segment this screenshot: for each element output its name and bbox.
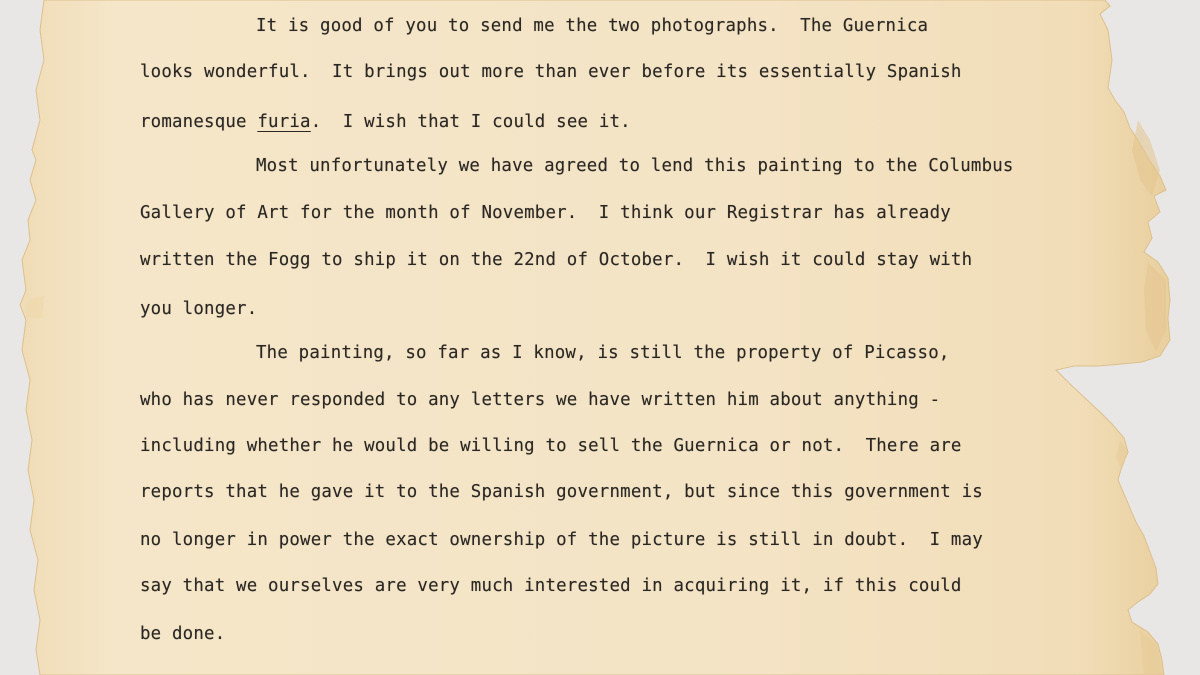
letter-line: say that we ourselves are very much interested in acquiring it, if this could bbox=[140, 576, 962, 596]
letter-line: including whether he would be willing to sell the Guernica or not. There are bbox=[140, 436, 962, 456]
letter-line: The painting, so far as I know, is still the property of Picasso, bbox=[256, 343, 950, 363]
underlined-word: furia bbox=[257, 112, 311, 132]
letter-line: be done. bbox=[140, 624, 226, 644]
letter-line: looks wonderful. It brings out more than ever before its essentially Spanish bbox=[140, 62, 962, 82]
letter-line: no longer in power the exact ownership of the picture is still in doubt. I may bbox=[140, 530, 983, 550]
letter-line: you longer. bbox=[140, 299, 258, 319]
letter-line-segment: . I wish that I could see it. bbox=[310, 112, 631, 132]
letter-line: Most unfortunately we have agreed to lend this painting to the Columbus bbox=[256, 156, 1014, 176]
letter-line bbox=[140, 114, 631, 131]
letter-line: It is good of you to send me the two photographs. The Guernica bbox=[256, 16, 929, 36]
letter-line-segment: romanesque bbox=[140, 112, 258, 132]
letter-line: Gallery of Art for the month of November. I think our Registrar has already bbox=[140, 203, 951, 223]
letter-line: who has never responded to any letters we have written him about anything - bbox=[140, 390, 941, 410]
letter-line: reports that he gave it to the Spanish government, but since this government is bbox=[140, 482, 983, 502]
letter-line: written the Fogg to ship it on the 22nd of October. I wish it could stay with bbox=[140, 250, 973, 270]
